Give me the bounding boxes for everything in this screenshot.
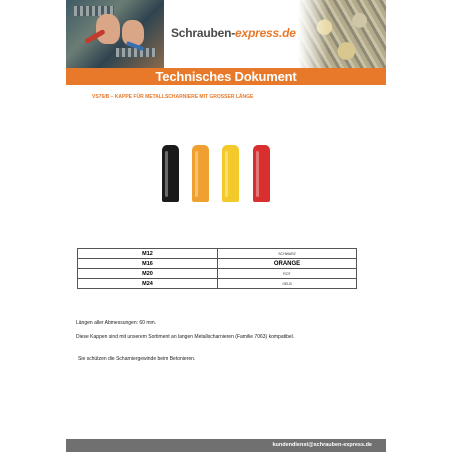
size-cell: M16 — [78, 259, 218, 269]
cap-yellow — [222, 145, 239, 202]
footer-bar — [66, 439, 386, 452]
workshop-photo — [66, 0, 164, 68]
table-row — [78, 279, 357, 289]
table-row — [78, 259, 357, 269]
lengths-text: Längen aller Abmessungen: 60 mm. — [76, 320, 157, 326]
brand-logo — [171, 26, 296, 40]
protection-text: Sie schützen die Scharniergewinde beim Betonieren. — [78, 356, 196, 362]
color-cell: ROT — [218, 269, 357, 279]
cap-orange — [192, 145, 209, 202]
compatibility-text: Diese Kappen sind mit unserem Sortiment an langen Metallscharnieren (Familie 7063) kompatibel. — [76, 334, 295, 340]
size-cell: M12 — [78, 249, 218, 259]
size-color-table — [77, 248, 357, 289]
size-cell: M24 — [78, 279, 218, 289]
size-cell: M20 — [78, 269, 218, 279]
document-title: Technisches Dokument — [66, 68, 386, 85]
cap-black — [162, 145, 179, 202]
color-cell: ORANGE — [218, 259, 357, 269]
table-row — [78, 249, 357, 259]
color-cell: SCHWARZ — [218, 249, 357, 259]
table-row — [78, 269, 357, 279]
logo-text-domain: express.de — [235, 26, 296, 40]
footer-email[interactable]: kundendienst@schrauben-express.de — [272, 442, 372, 448]
product-subtitle: VS76/B – KAPPE FÜR METALLSCHARNIERE MIT GROSSER LÄNGE — [92, 94, 254, 100]
product-image — [162, 145, 270, 203]
document-page — [66, 0, 386, 452]
logo-text-main: Schrauben- — [171, 26, 236, 40]
cap-red — [253, 145, 270, 202]
header-banner — [66, 0, 386, 68]
screws-photo — [298, 0, 386, 68]
color-cell: GELB — [218, 279, 357, 289]
